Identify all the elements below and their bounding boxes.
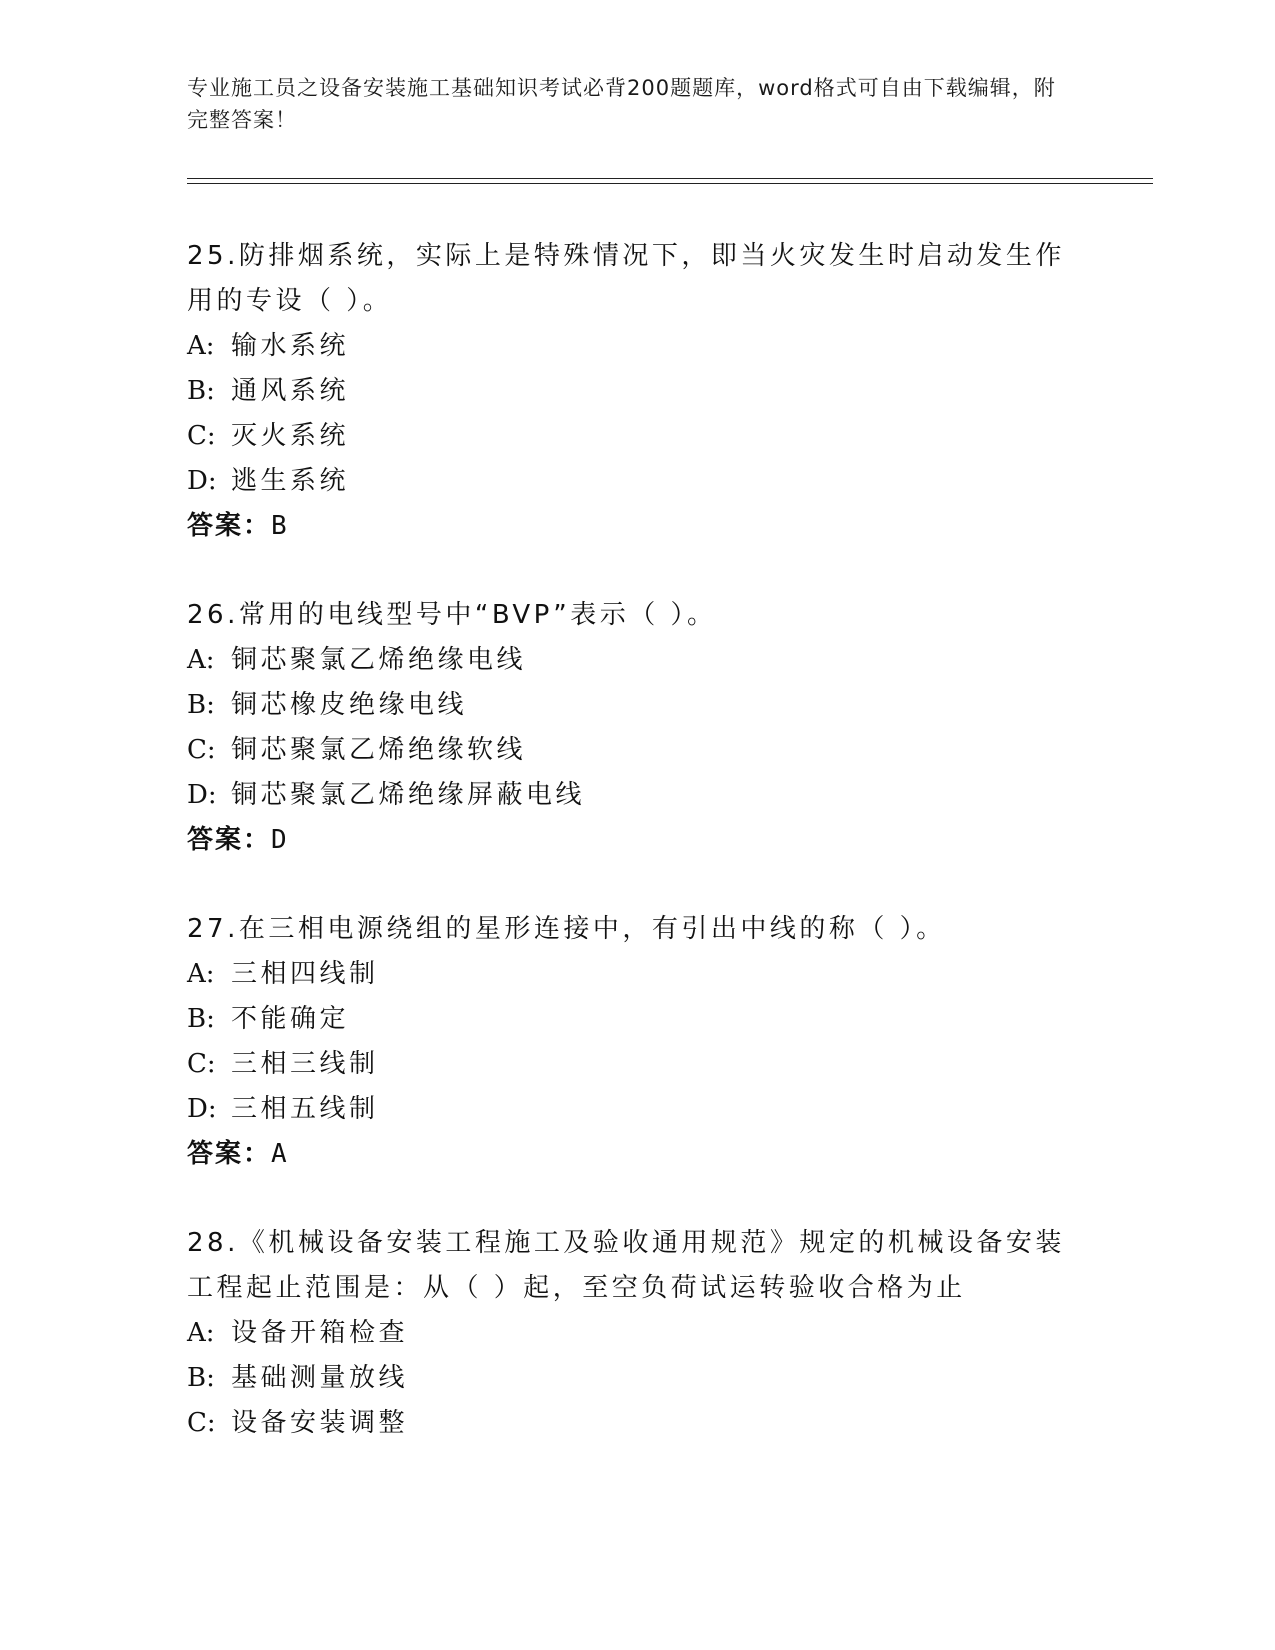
option-letter: A: [187, 645, 215, 675]
option-text: 不能确定 [231, 1004, 350, 1034]
answer-line [187, 818, 1087, 863]
header-divider-top [187, 178, 1153, 179]
question-stem: 25.防排烟系统，实际上是特殊情况下，即当火灾发生时启动发生作用的专设（ ）。 [187, 241, 1065, 316]
option-a [187, 952, 1087, 997]
option-text: 通风系统 [231, 376, 350, 406]
option-text: 输水系统 [231, 331, 350, 361]
option-d [187, 773, 1087, 818]
option-letter: C: [187, 1049, 216, 1079]
option-a [187, 1311, 1087, 1356]
option-letter: D: [187, 466, 217, 496]
question-list [187, 234, 1087, 1490]
answer-line [187, 1132, 1087, 1177]
answer-label: 答案： [187, 825, 272, 855]
option-letter: B: [187, 376, 215, 406]
question-stem: 27.在三相电源绕组的星形连接中，有引出中线的称（ ）。 [187, 914, 946, 944]
option-letter: B: [187, 1004, 215, 1034]
answer-value: B [271, 511, 289, 541]
option-letter: C: [187, 1408, 216, 1438]
option-b [187, 683, 1087, 728]
option-c [187, 414, 1087, 459]
option-a [187, 638, 1087, 683]
option-text: 铜芯聚氯乙烯绝缘电线 [231, 645, 527, 675]
question-stem: 26.常用的电线型号中“BVP”表示（ ）。 [187, 600, 717, 630]
header-divider-bottom [187, 183, 1153, 184]
option-letter: A: [187, 959, 215, 989]
question-28 [187, 1221, 1087, 1446]
answer-value: D [271, 825, 289, 855]
option-d [187, 459, 1087, 504]
question-25 [187, 234, 1087, 549]
answer-line [187, 504, 1087, 549]
option-letter: D: [187, 780, 217, 810]
option-letter: C: [187, 735, 216, 765]
option-letter: B: [187, 1363, 215, 1393]
answer-label: 答案： [187, 511, 272, 541]
option-text: 铜芯聚氯乙烯绝缘软线 [231, 735, 527, 765]
option-letter: A: [187, 331, 215, 361]
question-stem: 28.《机械设备安装工程施工及验收通用规范》规定的机械设备安装工程起止范围是：从（ ）起，至空负荷试运转验收合格为止 [187, 1228, 1065, 1303]
option-b [187, 1356, 1087, 1401]
option-text: 灭火系统 [231, 421, 350, 451]
option-text: 逃生系统 [231, 466, 350, 496]
option-letter: C: [187, 421, 216, 451]
answer-label: 答案： [187, 1139, 272, 1169]
option-c [187, 728, 1087, 773]
option-c [187, 1401, 1087, 1446]
option-text: 三相三线制 [231, 1049, 379, 1079]
option-text: 设备安装调整 [231, 1408, 409, 1438]
option-text: 铜芯聚氯乙烯绝缘屏蔽电线 [231, 780, 586, 810]
option-text: 三相四线制 [231, 959, 379, 989]
option-text: 基础测量放线 [231, 1363, 409, 1393]
option-letter: B: [187, 690, 215, 720]
question-27 [187, 907, 1087, 1177]
option-b [187, 369, 1087, 414]
option-text: 设备开箱检查 [231, 1318, 409, 1348]
answer-value: A [271, 1139, 289, 1169]
question-26 [187, 593, 1087, 863]
option-a [187, 324, 1087, 369]
document-header: 专业施工员之设备安装施工基础知识考试必背200题题库，word格式可自由下载编辑，附完整答案！ [187, 76, 1056, 132]
option-d [187, 1087, 1087, 1132]
option-c [187, 1042, 1087, 1087]
option-text: 三相五线制 [231, 1094, 379, 1124]
option-text: 铜芯橡皮绝缘电线 [231, 690, 468, 720]
option-letter: A: [187, 1318, 215, 1348]
option-b [187, 997, 1087, 1042]
option-letter: D: [187, 1094, 217, 1124]
